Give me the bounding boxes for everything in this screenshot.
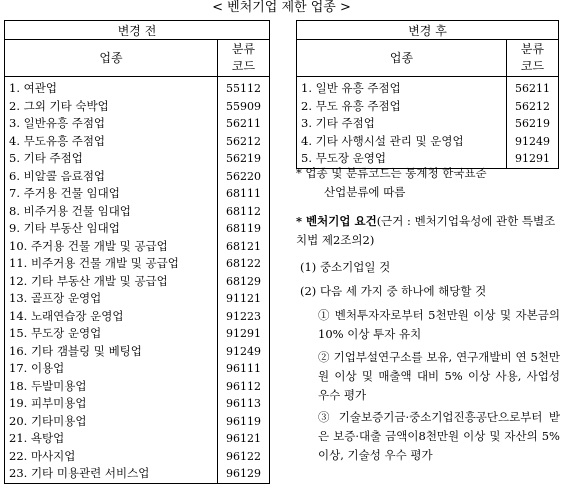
before-table-row bbox=[5, 465, 270, 483]
before-classification-code: 91121 bbox=[226, 292, 261, 306]
before-classification-code: 96122 bbox=[226, 449, 261, 463]
before-col-name-header: 업종 bbox=[5, 40, 218, 77]
after-industry-name: 4. 기타 사행시설 관리 및 운영업 bbox=[297, 133, 507, 151]
before-group-label: 변경 전 bbox=[5, 21, 270, 40]
before-table-row bbox=[5, 77, 270, 98]
before-table-row bbox=[5, 273, 270, 291]
before-table-row bbox=[5, 185, 270, 203]
before-classification-code: 96119 bbox=[226, 414, 261, 428]
after-industry-name: 5. 무도장 운영업 bbox=[297, 150, 507, 168]
before-classification-code: 96111 bbox=[226, 362, 261, 376]
after-table-row bbox=[297, 133, 559, 151]
after-change-table bbox=[296, 20, 559, 169]
requirement-sub-2: ② 기업부설연구소를 보유, 연구개발비 연 5천만원 이상 및 매출액 대비 5% 이상 사용, 사업성 우수 평가 bbox=[318, 350, 560, 402]
after-classification-code: 91291 bbox=[515, 152, 550, 166]
before-classification-code: 56212 bbox=[226, 134, 261, 148]
before-table-row bbox=[5, 255, 270, 273]
before-table-row bbox=[5, 203, 270, 221]
before-industry-name: 22. 마사지업 bbox=[5, 448, 218, 466]
before-classification-code: 68111 bbox=[226, 187, 261, 201]
after-classification-code: 56211 bbox=[515, 82, 550, 96]
after-classification-code: 91249 bbox=[515, 134, 550, 148]
before-table-row bbox=[5, 168, 270, 186]
before-industry-name: 3. 일반유흥 주점업 bbox=[5, 115, 218, 133]
before-table-row bbox=[5, 395, 270, 413]
before-table-row bbox=[5, 220, 270, 238]
before-classification-code: 96121 bbox=[226, 432, 261, 446]
before-industry-name: 20. 기타미용업 bbox=[5, 413, 218, 431]
before-industry-name: 17. 이용업 bbox=[5, 360, 218, 378]
before-industry-name: 21. 욕탕업 bbox=[5, 430, 218, 448]
before-table-row bbox=[5, 150, 270, 168]
before-industry-name: 19. 피부미용업 bbox=[5, 395, 218, 413]
before-table-row bbox=[5, 430, 270, 448]
before-classification-code: 55909 bbox=[226, 99, 261, 113]
requirement-sub-3: ③ 기술보증기금·중소기업진흥공단으로부터 받은 보증·대출 금액이8천만원 이상 및 자산의 5% 이상, 기술성 우수 평가 bbox=[318, 410, 560, 462]
before-industry-name: 9. 기타 부동산 임대업 bbox=[5, 220, 218, 238]
after-classification-code: 56219 bbox=[515, 117, 550, 131]
before-industry-name: 13. 골프장 운영업 bbox=[5, 290, 218, 308]
before-classification-code: 56219 bbox=[226, 152, 261, 166]
after-industry-name: 1. 일반 유흥 주점업 bbox=[297, 77, 507, 98]
before-classification-code: 91291 bbox=[226, 327, 261, 341]
before-table-row bbox=[5, 290, 270, 308]
page-title: < 벤처기업 제한 업종 > bbox=[212, 0, 351, 15]
classification-footnote: * 업종 및 분류코드는 통계청 한국표준 산업분류에 따름 bbox=[296, 166, 487, 199]
before-industry-name: 2. 그외 기타 숙박업 bbox=[5, 98, 218, 116]
before-industry-name: 11. 비주거용 건물 개발 및 공급업 bbox=[5, 255, 218, 273]
before-table-row bbox=[5, 115, 270, 133]
before-classification-code: 96112 bbox=[226, 379, 261, 393]
before-classification-code: 68119 bbox=[226, 222, 261, 236]
before-table-row bbox=[5, 325, 270, 343]
before-table-row bbox=[5, 448, 270, 466]
before-table-row bbox=[5, 238, 270, 256]
before-industry-name: 4. 무도유흥 주점업 bbox=[5, 133, 218, 151]
before-classification-code: 68122 bbox=[226, 257, 261, 271]
before-classification-code: 91249 bbox=[226, 344, 261, 358]
before-industry-name: 10. 주거용 건물 개발 및 공급업 bbox=[5, 238, 218, 256]
before-industry-name: 15. 무도장 운영업 bbox=[5, 325, 218, 343]
before-table-row bbox=[5, 308, 270, 326]
before-industry-name: 5. 기타 주점업 bbox=[5, 150, 218, 168]
before-table-row bbox=[5, 360, 270, 378]
before-industry-name: 7. 주거용 건물 임대업 bbox=[5, 185, 218, 203]
before-industry-name: 23. 기타 미용관련 서비스업 bbox=[5, 465, 218, 483]
after-industry-name: 3. 기타 주점업 bbox=[297, 115, 507, 133]
before-industry-name: 6. 비알콜 음료점업 bbox=[5, 168, 218, 186]
before-classification-code: 55112 bbox=[226, 82, 261, 96]
after-table-row bbox=[297, 115, 559, 133]
before-table-row bbox=[5, 133, 270, 151]
before-classification-code: 56211 bbox=[226, 117, 261, 131]
after-table-row bbox=[297, 98, 559, 116]
after-table-row bbox=[297, 77, 559, 98]
before-classification-code: 91223 bbox=[226, 309, 261, 323]
before-industry-name: 18. 두발미용업 bbox=[5, 378, 218, 396]
before-industry-name: 12. 기타 부동산 개발 및 공급업 bbox=[5, 273, 218, 291]
before-classification-code: 68129 bbox=[226, 274, 261, 288]
before-change-table bbox=[4, 20, 270, 484]
venture-requirements-heading: * 벤처기업 요건(근거 : 벤처기업육성에 관한 특별조치법 제2조의2) bbox=[296, 214, 556, 247]
before-classification-code: 68121 bbox=[226, 239, 261, 253]
before-industry-name: 14. 노래연습장 운영업 bbox=[5, 308, 218, 326]
before-table-row bbox=[5, 343, 270, 361]
after-industry-name: 2. 무도 유흥 주점업 bbox=[297, 98, 507, 116]
before-table-row bbox=[5, 378, 270, 396]
before-industry-name: 16. 기타 갬블링 및 베팅업 bbox=[5, 343, 218, 361]
after-col-code-header: 분류 코드 bbox=[507, 40, 559, 77]
before-classification-code: 96113 bbox=[226, 397, 261, 411]
before-classification-code: 56220 bbox=[226, 169, 261, 183]
after-col-name-header: 업종 bbox=[297, 40, 507, 77]
before-table-row bbox=[5, 98, 270, 116]
before-table-row bbox=[5, 413, 270, 431]
requirement-item-2: (2) 다음 세 가지 중 하나에 해당할 것 bbox=[300, 284, 487, 298]
after-classification-code: 56212 bbox=[515, 99, 550, 113]
after-group-label: 변경 후 bbox=[297, 21, 559, 40]
before-industry-name: 1. 여관업 bbox=[5, 77, 218, 98]
requirement-item-1: (1) 중소기업일 것 bbox=[300, 260, 391, 274]
before-industry-name: 8. 비주거용 건물 임대업 bbox=[5, 203, 218, 221]
before-classification-code: 68112 bbox=[226, 204, 261, 218]
before-col-code-header: 분류 코드 bbox=[218, 40, 270, 77]
before-classification-code: 96129 bbox=[226, 467, 261, 481]
requirement-sub-1: ① 벤처투자자로부터 5천만원 이상 및 자본금의 10% 이상 투자 유치 bbox=[318, 308, 560, 341]
